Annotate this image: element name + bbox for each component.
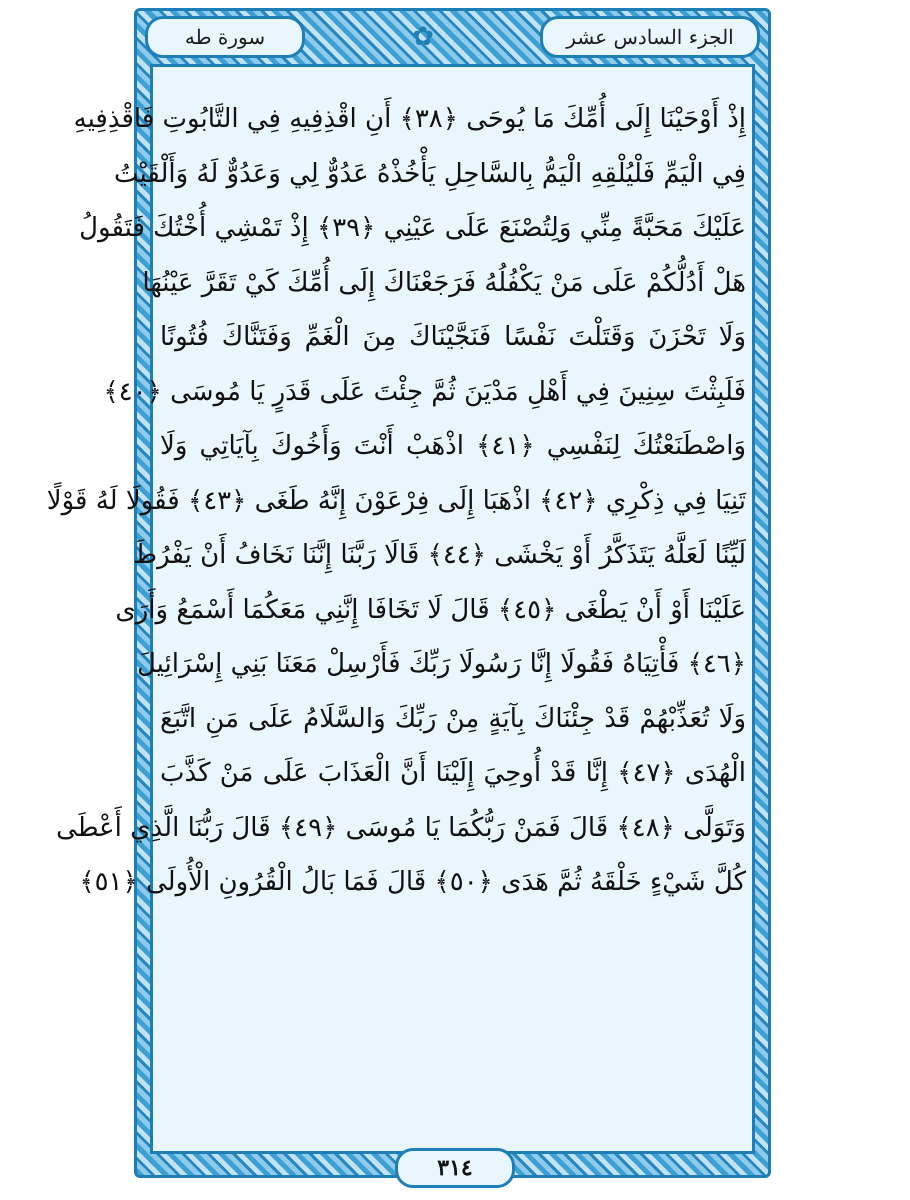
verse-line: وَتَوَلَّى ﴿٤٨﴾ قَالَ فَمَنْ رَبُّكُمَا يَا مُوسَى ﴿٤٩﴾ قَالَ رَبُّنَا الَّذِي أَعْطَى [56,812,746,843]
page-number-label: ٣١٤ [437,1155,473,1181]
juz-header [540,16,760,58]
verse-line: فَلَبِثْتَ سِنِينَ فِي أَهْلِ مَدْيَنَ ثُمَّ جِئْتَ عَلَى قَدَرٍ يَا مُوسَى ﴿٤٠﴾ [103,376,746,407]
surah-header [145,16,305,58]
verse-block [46,92,746,1092]
verse-line: هَلْ أَدُلُّكُمْ عَلَى مَنْ يَكْفُلُهُ فَرَجَعْنَاكَ إِلَى أُمِّكَ كَيْ تَقَرَّ عَيْنُهَا [142,267,746,298]
verse-line: وَلَا تَحْزَنَ وَقَتَلْتَ نَفْسًا فَنَجَّيْنَاكَ مِنَ الْغَمِّ وَفَتَنَّاكَ فُتُونًا [160,322,746,352]
verse-line: إِذْ أَوْحَيْنَا إِلَى أُمِّكَ مَا يُوحَى ﴿٣٨﴾ أَنِ اقْذِفِيهِ فِي التَّابُوتِ فَاقْذِفِيهِ [73,104,746,134]
verse-line: تَنِيَا فِي ذِكْرِي ﴿٤٢﴾ اذْهَبَا إِلَى فِرْعَوْنَ إِنَّهُ طَغَى ﴿٤٣﴾ فَقُولَا لَهُ قَوْلًا [46,485,746,516]
page-number [395,1148,515,1188]
verse-line: لَيِّنًا لَعَلَّهُ يَتَذَكَّرُ أَوْ يَخْشَى ﴿٤٤﴾ قَالَا رَبَّنَا إِنَّنَا نَخَافُ أَنْ يَفْرُطَ [133,540,746,570]
verse-line: عَلَيْنَا أَوْ أَنْ يَطْغَى ﴿٤٥﴾ قَالَ لَا تَخَافَا إِنَّنِي مَعَكُمَا أَسْمَعُ وَأَرَى [115,594,746,625]
header-ornament-icon: ✿ [412,22,434,52]
verse-line: عَلَيْكَ مَحَبَّةً مِنِّي وَلِتُصْنَعَ عَلَى عَيْنِي ﴿٣٩﴾ إِذْ تَمْشِي أُخْتُكَ فَتَقُولُ [79,213,746,243]
juz-label: الجزء السادس عشر [566,25,734,49]
verse-line: ﴿٤٦﴾ فَأْتِيَاهُ فَقُولَا إِنَّا رَسُولَا رَبِّكَ فَأَرْسِلْ مَعَنَا بَنِي إِسْرَائِيلَ [136,649,746,679]
verse-line: كُلَّ شَيْءٍ خَلْقَهُ ثُمَّ هَدَى ﴿٥٠﴾ قَالَ فَمَا بَالُ الْقُرُونِ الْأُولَى ﴿٥١﴾ [79,867,746,897]
verse-line: وَاصْطَنَعْتُكَ لِنَفْسِي ﴿٤١﴾ اذْهَبْ أَنْتَ وَأَخُوكَ بِآيَاتِي وَلَا [160,431,746,461]
verse-line: وَلَا تُعَذِّبْهُمْ قَدْ جِئْنَاكَ بِآيَةٍ مِنْ رَبِّكَ وَالسَّلَامُ عَلَى مَنِ اتَّبَعَ [160,703,746,734]
verse-line: الْهُدَى ﴿٤٧﴾ إِنَّا قَدْ أُوحِيَ إِلَيْنَا أَنَّ الْعَذَابَ عَلَى مَنْ كَذَّبَ [160,758,746,788]
surah-label: سورة طه [184,25,266,49]
verse-line: فِي الْيَمِّ فَلْيُلْقِهِ الْيَمُّ بِالسَّاحِلِ يَأْخُذْهُ عَدُوٌّ لِي وَعَدُوٌّ لَهُ وَأَلْقَيْتُ [113,158,746,189]
